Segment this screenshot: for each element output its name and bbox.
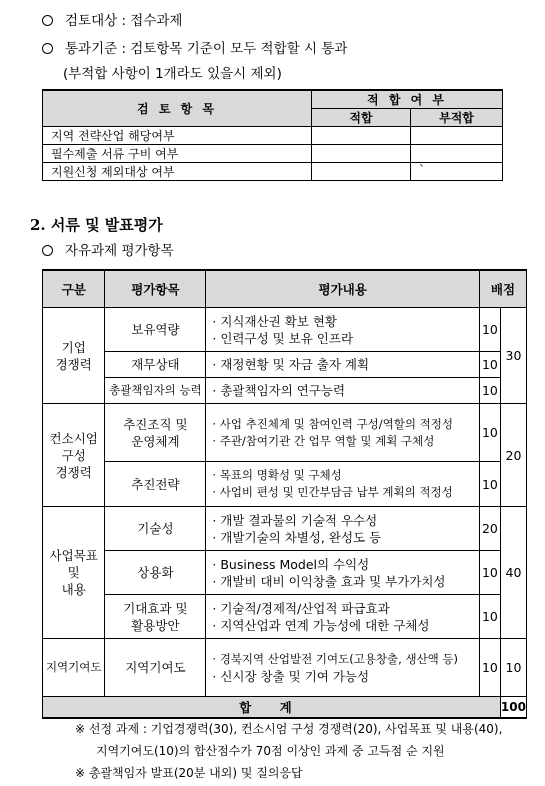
- item-cell: 지역기여도: [105, 639, 206, 697]
- score-cell: 10: [479, 639, 500, 697]
- intro-line-criteria: [42, 37, 347, 57]
- total-label: 합 계: [43, 697, 501, 719]
- table-row: [43, 308, 527, 352]
- review-item-cell: 지원신청 제외대상 여부: [43, 163, 312, 181]
- review-unfit-cell: `: [411, 163, 503, 181]
- item-cell: 상용화: [105, 551, 206, 595]
- score-cell: 10: [479, 404, 500, 462]
- content-line: · Business Model의 수익성: [212, 556, 370, 572]
- table-header-row: [43, 270, 527, 308]
- content-line: · 사업 추진체계 및 참여인력 구성/역할의 적정성: [212, 416, 453, 431]
- review-fit-cell: [312, 127, 411, 145]
- category-cell: 컨소시엄 구성 경쟁력: [43, 404, 105, 507]
- item-cell: 기대효과 및 활용방안: [105, 595, 206, 639]
- review-item-cell: 필수제출 서류 구비 여부: [43, 145, 312, 163]
- content-cell: [206, 308, 480, 352]
- content-cell: [206, 595, 480, 639]
- evaluation-table: [42, 269, 527, 719]
- content-cell: [206, 507, 480, 551]
- table-row: [43, 639, 527, 697]
- review-table: [42, 89, 503, 181]
- content-line: · 총괄책임자의 연구능력: [212, 383, 346, 398]
- note-selection-line2: 지역기여도(10)의 합산점수가 70점 이상인 과제 중 고득점 순 지원: [96, 744, 445, 758]
- review-unfit-cell: [411, 127, 503, 145]
- table-row: [43, 404, 527, 462]
- score-cell: 10: [479, 595, 500, 639]
- table-row: [43, 507, 527, 551]
- item-cell: 총괄책임자의 능력: [105, 378, 206, 404]
- content-line: · 지식재산권 확보 현황: [212, 313, 337, 329]
- total-value: 100: [500, 697, 526, 719]
- table-row: [43, 595, 527, 639]
- group-total-cell: 40: [500, 507, 526, 639]
- content-line: · 인력구성 및 보유 인프라: [212, 330, 354, 346]
- category-cell: 지역기여도: [43, 639, 105, 697]
- content-cell: [206, 378, 480, 404]
- content-line: · 경북지역 산업발전 기여도(고용창출, 생산액 등): [212, 651, 459, 666]
- item-cell: 재무상태: [105, 352, 206, 378]
- intro-target-text: 검토대상 : 접수과제: [65, 13, 183, 29]
- content-line: · 기술적/경제적/산업적 파급효과: [212, 600, 390, 616]
- score-cell: 10: [479, 308, 500, 352]
- header-category: 구분: [43, 270, 105, 308]
- group-total-cell: 30: [500, 308, 526, 404]
- content-cell: [206, 404, 480, 462]
- table-row: [43, 163, 503, 181]
- content-line: · 사업비 편성 및 민간부담금 납부 계획의 적정성: [212, 485, 453, 499]
- intro-line-note: (부적합 사항이 1개라도 있을시 제외): [63, 66, 282, 82]
- total-row: [43, 697, 527, 719]
- review-header-item: 검 토 항 목: [43, 90, 312, 127]
- content-line: · 재정현황 및 자금 출자 계획: [212, 357, 370, 372]
- score-cell: 10: [479, 378, 500, 404]
- review-header-fit: 적 합 여 부: [312, 90, 503, 109]
- content-cell: [206, 551, 480, 595]
- content-cell: [206, 462, 480, 507]
- item-cell: 추진조직 및 운영체계: [105, 404, 206, 462]
- score-cell: 20: [479, 507, 500, 551]
- review-fit-cell: [312, 163, 411, 181]
- intro-criteria-text: 통과기준 : 검토항목 기준이 모두 적합할 시 통과: [65, 41, 348, 57]
- content-line: · 주관/참여기관 간 업무 역할 및 계획 구체성: [212, 433, 435, 448]
- content-line: · 개발비 대비 이익창출 효과 및 부가가치성: [212, 573, 446, 589]
- header-item: 평가항목: [105, 270, 206, 308]
- section-title: 2. 서류 및 발표평가: [30, 216, 163, 234]
- review-subheader-fit: 적합: [312, 109, 411, 127]
- circle-bullet-icon: [42, 245, 53, 256]
- content-line: · 개발 결과물의 기술적 우수성: [212, 512, 378, 528]
- header-score: 배점: [479, 270, 526, 308]
- table-row: [43, 127, 503, 145]
- content-line: · 개발기술의 차별성, 완성도 등: [212, 529, 382, 545]
- score-cell: 10: [479, 551, 500, 595]
- section-sub-text: 자유과제 평가항목: [65, 243, 174, 259]
- note-selection-line1: ※ 선정 과제 : 기업경쟁력(30), 컨소시엄 구성 경쟁력(20), 사업목표 및 내용(40),: [75, 722, 503, 736]
- note-presentation: ※ 총괄책임자 발표(20분 내외) 및 질의응답: [75, 766, 303, 780]
- table-row: [43, 145, 503, 163]
- circle-bullet-icon: [42, 43, 53, 54]
- category-cell: 사업목표 및 내용: [43, 507, 105, 639]
- review-subheader-unfit: 부적합: [411, 109, 503, 127]
- item-cell: 보유역량: [105, 308, 206, 352]
- table-row: [43, 378, 527, 404]
- group-total-cell: 10: [500, 639, 526, 697]
- header-content: 평가내용: [206, 270, 480, 308]
- category-cell: 기업 경쟁력: [43, 308, 105, 404]
- group-total-cell: 20: [500, 404, 526, 507]
- score-cell: 10: [479, 352, 500, 378]
- item-cell: 추진전략: [105, 462, 206, 507]
- circle-bullet-icon: [42, 15, 53, 26]
- table-row: [43, 352, 527, 378]
- review-item-cell: 지역 전략산업 해당여부: [43, 127, 312, 145]
- section-sub-line: [42, 239, 174, 259]
- content-line: · 목표의 명확성 및 구체성: [212, 468, 342, 482]
- item-cell: 기술성: [105, 507, 206, 551]
- content-line: · 신시장 창출 및 기여 가능성: [212, 668, 370, 684]
- content-cell: [206, 352, 480, 378]
- review-fit-cell: [312, 145, 411, 163]
- intro-line-target: [42, 9, 182, 29]
- table-row: [43, 551, 527, 595]
- content-cell: [206, 639, 480, 697]
- table-row: [43, 462, 527, 507]
- content-line: · 지역산업과 연계 가능성에 대한 구체성: [212, 617, 430, 633]
- review-unfit-cell: [411, 145, 503, 163]
- score-cell: 10: [479, 462, 500, 507]
